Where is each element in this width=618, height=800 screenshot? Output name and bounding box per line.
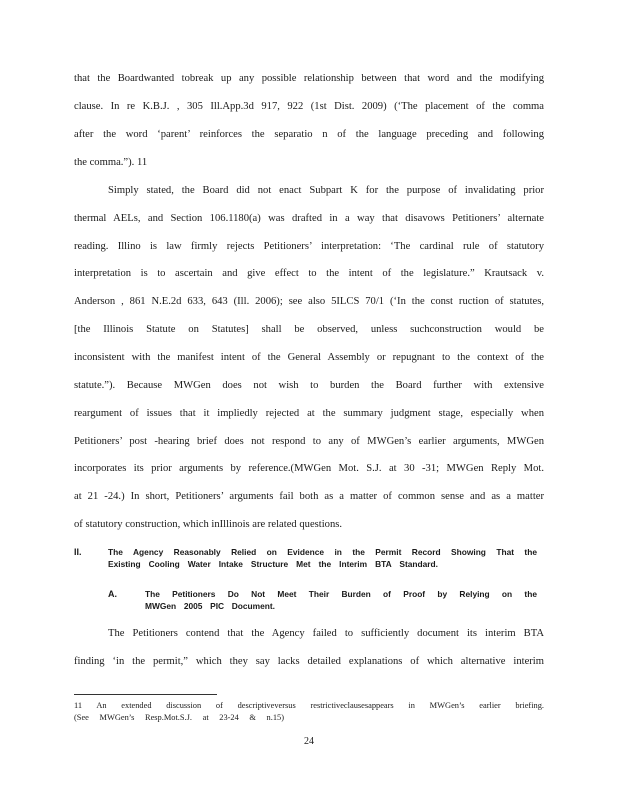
section-number-II: II. [74, 547, 82, 557]
body-line: interpretation is to ascertain and give effect to the intent of the legislature.” Krautsack v. [74, 268, 544, 279]
section-heading-II: The Agency Reasonably Relied on Evidence in the Permit Record Showing That the [108, 547, 537, 557]
body-line: finding ‘in the permit,” which they say lacks detailed explanations of which alternative interim [74, 656, 544, 667]
body-line: clause. In re K.B.J. , 305 Ill.App.3d 917, 922 (1st Dist. 2009) (‘The placement of the comma [74, 101, 544, 112]
body-line: The Petitioners contend that the Agency failed to sufficiently document its interim BTA [108, 628, 544, 639]
subsection-heading-A-cont: MWGen 2005 PIC Document. [145, 601, 275, 611]
body-line: reargument of issues that it impliedly rejected at the summary judgment stage, especially when [74, 408, 544, 419]
body-line: thermal AELs, and Section 106.1180(a) was drafted in a way that disavows Petitioners’ alternate [74, 213, 544, 224]
body-line: [the Illinois Statute on Statutes] shall be observed, unless suchconstruction would be [74, 324, 544, 335]
body-line: the comma.”). 11 [74, 157, 148, 168]
subsection-number-A: A. [108, 589, 117, 599]
body-line: inconsistent with the manifest intent of the General Assembly or repugnant to the context of the [74, 352, 544, 363]
body-line: reading. Illino is law firmly rejects Petitioners’ interpretation: ‘The cardinal rule of statutory [74, 241, 544, 252]
section-heading-II-cont: Existing Cooling Water Intake Structure Met the Interim BTA Standard. [108, 559, 438, 569]
subsection-heading-A: The Petitioners Do Not Meet Their Burden of Proof by Relying on the [145, 589, 537, 599]
body-line: incorporates its prior arguments by reference.(MWGen Mot. S.J. at 30 -31; MWGen Reply Mot. [74, 463, 544, 474]
body-line: at 21 -24.) In short, Petitioners’ arguments fail both as a matter of common sense and as a matter [74, 491, 544, 502]
footnote-line: (See MWGen’s Resp.Mot.S.J. at 23-24 & n.15) [74, 713, 284, 722]
body-line: of statutory construction, which inIllinois are related questions. [74, 519, 343, 530]
body-line: that the Boardwanted tobreak up any possible relationship between that word and the modifying [74, 73, 544, 84]
body-line: Petitioners’ post -hearing brief does not respond to any of MWGen’s earlier arguments, MWGen [74, 436, 544, 447]
body-line: after the word ‘parent’ reinforces the separatio n of the language preceding and following [74, 129, 544, 140]
footnote-line: 11 An extended discussion of descriptiveversus restrictiveclausesappears in MWGen’s earlier briefing. [74, 701, 544, 710]
footnote-divider [74, 694, 217, 695]
body-line: Anderson , 861 N.E.2d 633, 643 (Ill. 2006); see also 5ILCS 70/1 (‘In the const ruction of statutes, [74, 296, 544, 307]
page-number: 24 [304, 736, 314, 747]
body-line: statute.”). Because MWGen does not wish to burden the Board further with extensive [74, 380, 544, 391]
body-line: Simply stated, the Board did not enact Subpart K for the purpose of invalidating prior [108, 185, 544, 196]
